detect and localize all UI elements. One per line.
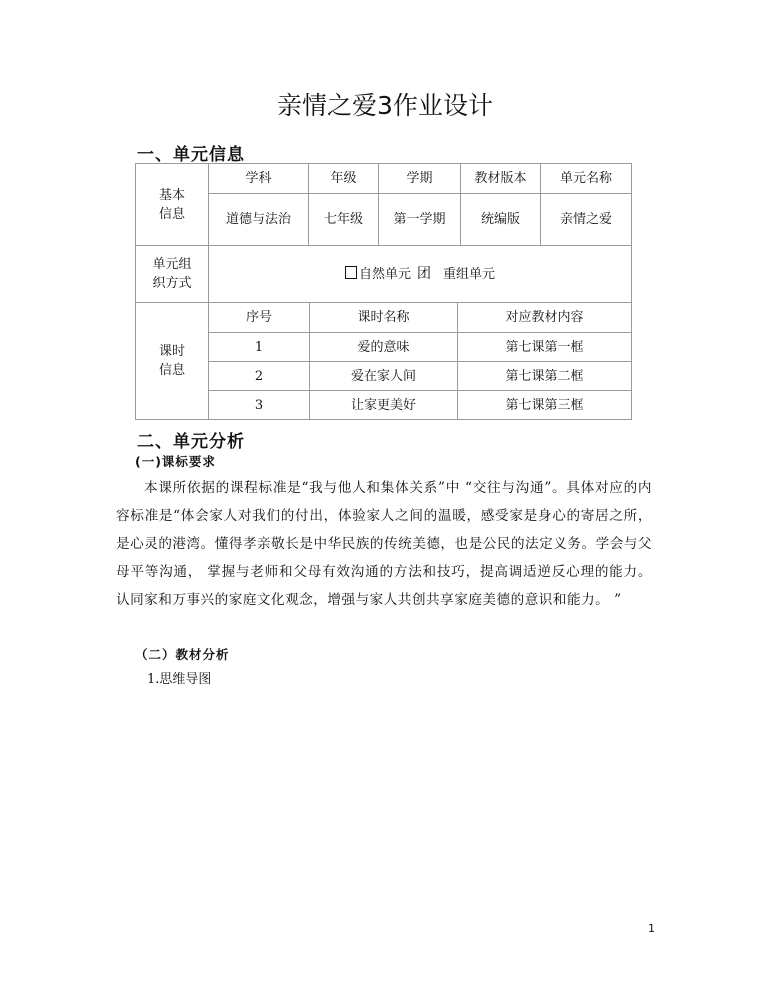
header-textbook-content: 对应教材内容 bbox=[458, 303, 632, 333]
header-lesson-name: 课时名称 bbox=[310, 303, 458, 333]
table-row bbox=[136, 362, 632, 391]
lesson-content: 第七课第三框 bbox=[458, 391, 632, 420]
value-textbook-edition: 统编版 bbox=[461, 194, 541, 246]
header-subject: 学科 bbox=[209, 164, 309, 194]
regroup-unit-option: 重组单元 bbox=[443, 266, 496, 282]
lesson-number: 3 bbox=[209, 391, 310, 420]
lesson-name: 让家更美好 bbox=[310, 391, 458, 420]
lesson-info-table bbox=[135, 302, 632, 420]
paragraph-text: 本课所依据的课程标准是“我与他人和集体关系”中 “交往与沟通”。具体对应的内容标准是“体会家人对我们的付出，体验家人之间的温暖，感受家是身心的寄居之所，是心灵的港湾。懂得孝亲敬长是中华民族的传统美德，也是公民的法定义务。学会与父母平等沟通， 掌握与老师和父母有效沟通的方法和技巧，提高调适逆反心理的能力。 认同家和万事兴的家庭文化观念，增强与家人共创共享家庭美德的意识和能力。 ” bbox=[116, 480, 652, 608]
unit-organization-label: 单元组 织方式 bbox=[136, 246, 209, 303]
unit-organization-options bbox=[209, 246, 632, 303]
lesson-name: 爱在家人间 bbox=[310, 362, 458, 391]
value-unit-name: 亲情之爱 bbox=[541, 194, 632, 246]
lesson-number: 2 bbox=[209, 362, 310, 391]
value-term: 第一学期 bbox=[379, 194, 461, 246]
natural-unit-option: 自然单元 bbox=[358, 266, 411, 282]
header-term: 学期 bbox=[379, 164, 461, 194]
value-grade: 七年级 bbox=[309, 194, 379, 246]
table-row bbox=[136, 391, 632, 420]
basic-info-label: 基本 信息 bbox=[136, 164, 209, 246]
lesson-number: 1 bbox=[209, 333, 310, 362]
section-heading-unit-info: 一、单元信息 bbox=[137, 145, 245, 165]
checkbox-unchecked-icon bbox=[345, 266, 357, 279]
header-textbook-edition: 教材版本 bbox=[461, 164, 541, 194]
curriculum-standard-paragraph bbox=[116, 474, 652, 614]
unit-info-table bbox=[135, 163, 632, 303]
header-unit-name: 单元名称 bbox=[541, 164, 632, 194]
lesson-name: 爱的意味 bbox=[310, 333, 458, 362]
regroup-mark: 团 bbox=[417, 265, 431, 282]
value-subject: 道德与法治 bbox=[209, 194, 309, 246]
subheading-textbook-analysis: （二）教材分析 bbox=[135, 647, 230, 662]
section-heading-unit-analysis: 二、单元分析 bbox=[137, 432, 245, 452]
subheading-curriculum-standards: (一)课标要求 bbox=[135, 454, 216, 469]
lesson-content: 第七课第一框 bbox=[458, 333, 632, 362]
lesson-info-label: 课时 信息 bbox=[136, 303, 209, 420]
table-row bbox=[136, 333, 632, 362]
lesson-content: 第七课第二框 bbox=[458, 362, 632, 391]
header-sequence: 序号 bbox=[209, 303, 310, 333]
document-title: 亲情之爱3作业设计 bbox=[277, 91, 493, 120]
page-number: 1 bbox=[648, 922, 655, 935]
header-grade: 年级 bbox=[309, 164, 379, 194]
mind-map-item: 1.思维导图 bbox=[147, 672, 212, 687]
